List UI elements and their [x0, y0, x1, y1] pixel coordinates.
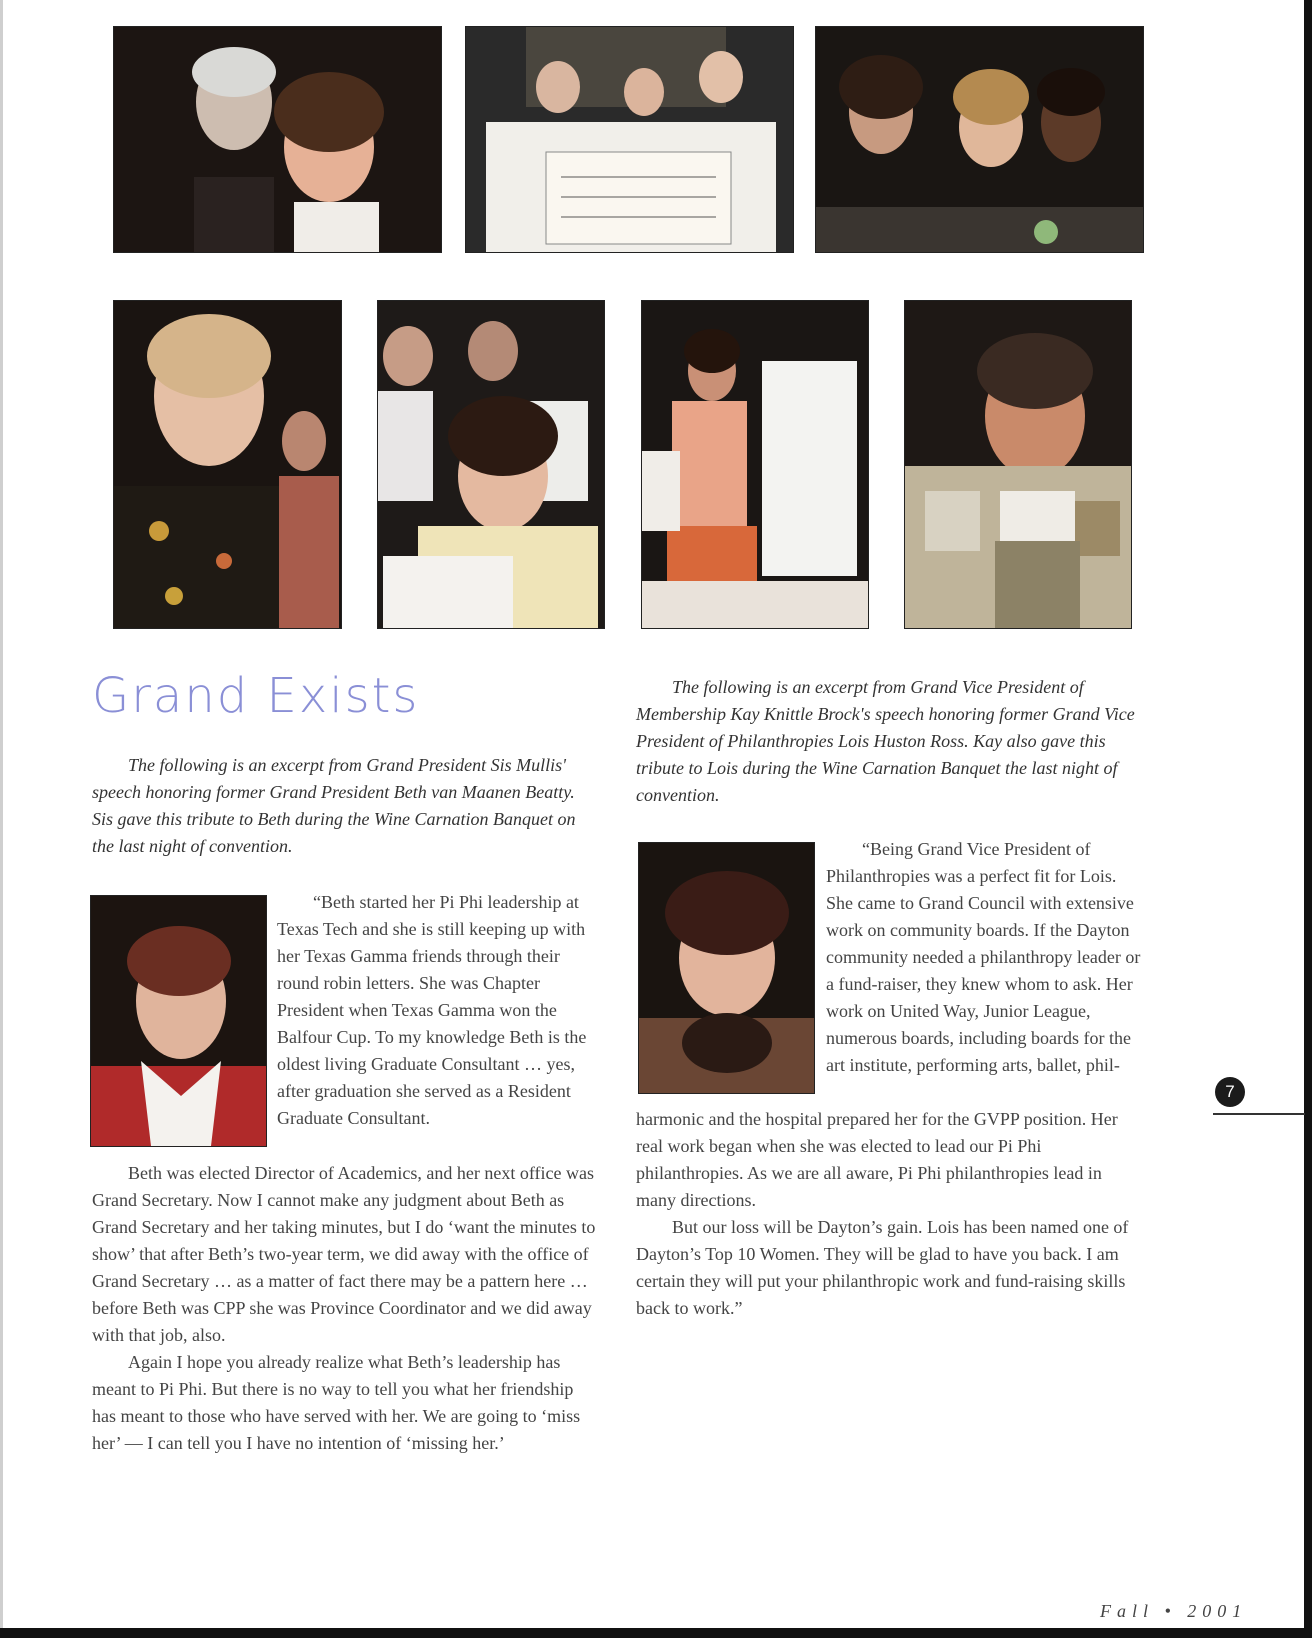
right-body-paragraph-1: “Being Grand Vice President of Philanthropies was a perfect fit for Lois. She came to Grand Council with extensive work on community boards. If the Dayton community needed a philanthropy leader or a fund-raiser, they knew whom to ask. Her work on United Way, Junior League, numerous boards, including boards for the art institute, performing arts, ballet, phil-	[826, 839, 1141, 1075]
photo-lois-portrait	[638, 842, 815, 1094]
page-edge-left	[0, 0, 3, 1638]
page-number-badge: 7	[1215, 1077, 1245, 1107]
photo-women-reading-papers	[377, 300, 605, 629]
photo-woman-holding-shirt	[641, 300, 869, 629]
photo-woman-necklace	[904, 300, 1132, 629]
left-intro: The following is an excerpt from Grand President Sis Mullis' speech honoring former Grand President Beth van Maanen Beatty. Sis gave this tribute to Beth during the Wine Carnation Banquet on the last night of convention.	[92, 755, 576, 856]
left-body-paragraph-3: Again I hope you already realize what Beth’s leadership has meant to Pi Phi. But there is no way to tell you what her friendship has meant to those who have served with her. We are going to ‘miss her’ — I can tell you I have no intention of ‘missing her.’	[92, 1352, 581, 1453]
photo-woman-floral-top	[113, 300, 342, 629]
page-edge-right	[1304, 0, 1312, 1638]
right-body-wrap	[826, 836, 1146, 1079]
right-body-paragraph-2: But our loss will be Dayton’s gain. Lois has been named one of Dayton’s Top 10 Women. They will be glad to have you back. I am certain they will put your philanthropic work and fund-raising skills back to work.”	[636, 1217, 1129, 1318]
right-body-paragraph-1-continued: harmonic and the hospital prepared her for the GVPP position. Her real work began when she was elected to lead our Pi Phi philanthropies. As we are all aware, Pi Phi philanthropies lead in many directions.	[636, 1109, 1118, 1210]
left-body-continued	[92, 1160, 597, 1457]
right-intro: The following is an excerpt from Grand Vice President of Membership Kay Knittle Brock's speech honoring former Grand Vice President of Philanthropies Lois Huston Ross. Kay also gave this tribute to Lois during the Wine Carnation Banquet the last night of convention.	[636, 677, 1135, 805]
left-body-wrap	[277, 889, 599, 1132]
right-body-continued	[636, 1106, 1141, 1322]
page-edge-bottom	[0, 1628, 1312, 1638]
photo-three-women-table	[815, 26, 1144, 253]
page-number-rule	[1213, 1113, 1305, 1115]
photo-two-women	[113, 26, 442, 253]
photo-check-presentation	[465, 26, 794, 253]
article-title: Grand Exists	[92, 668, 420, 724]
issue-footer: Fall • 2001	[1100, 1601, 1248, 1621]
photo-beth-portrait	[90, 895, 267, 1147]
left-body-paragraph-1: “Beth started her Pi Phi leadership at Texas Tech and she is still keeping up with her Texas Gamma friends through their round robin letters. She was Chapter President when Texas Gamma won the Balfour Cup. To my knowledge Beth is the oldest living Graduate Consultant … yes, after graduation she served as a Resident Graduate Consultant.	[277, 892, 587, 1128]
left-body-paragraph-2: Beth was elected Director of Academics, and her next office was Grand Secretary. Now I cannot make any judgment about Beth as Grand Secretary and her taking minutes, but I do ‘want the minutes to show’ that after Beth’s two-year term, we did away with the office of Grand Secretary … as a matter of fact there may be a pattern here … before Beth was CPP she was Province Coordinator and we did away with that job, also.	[92, 1163, 596, 1345]
